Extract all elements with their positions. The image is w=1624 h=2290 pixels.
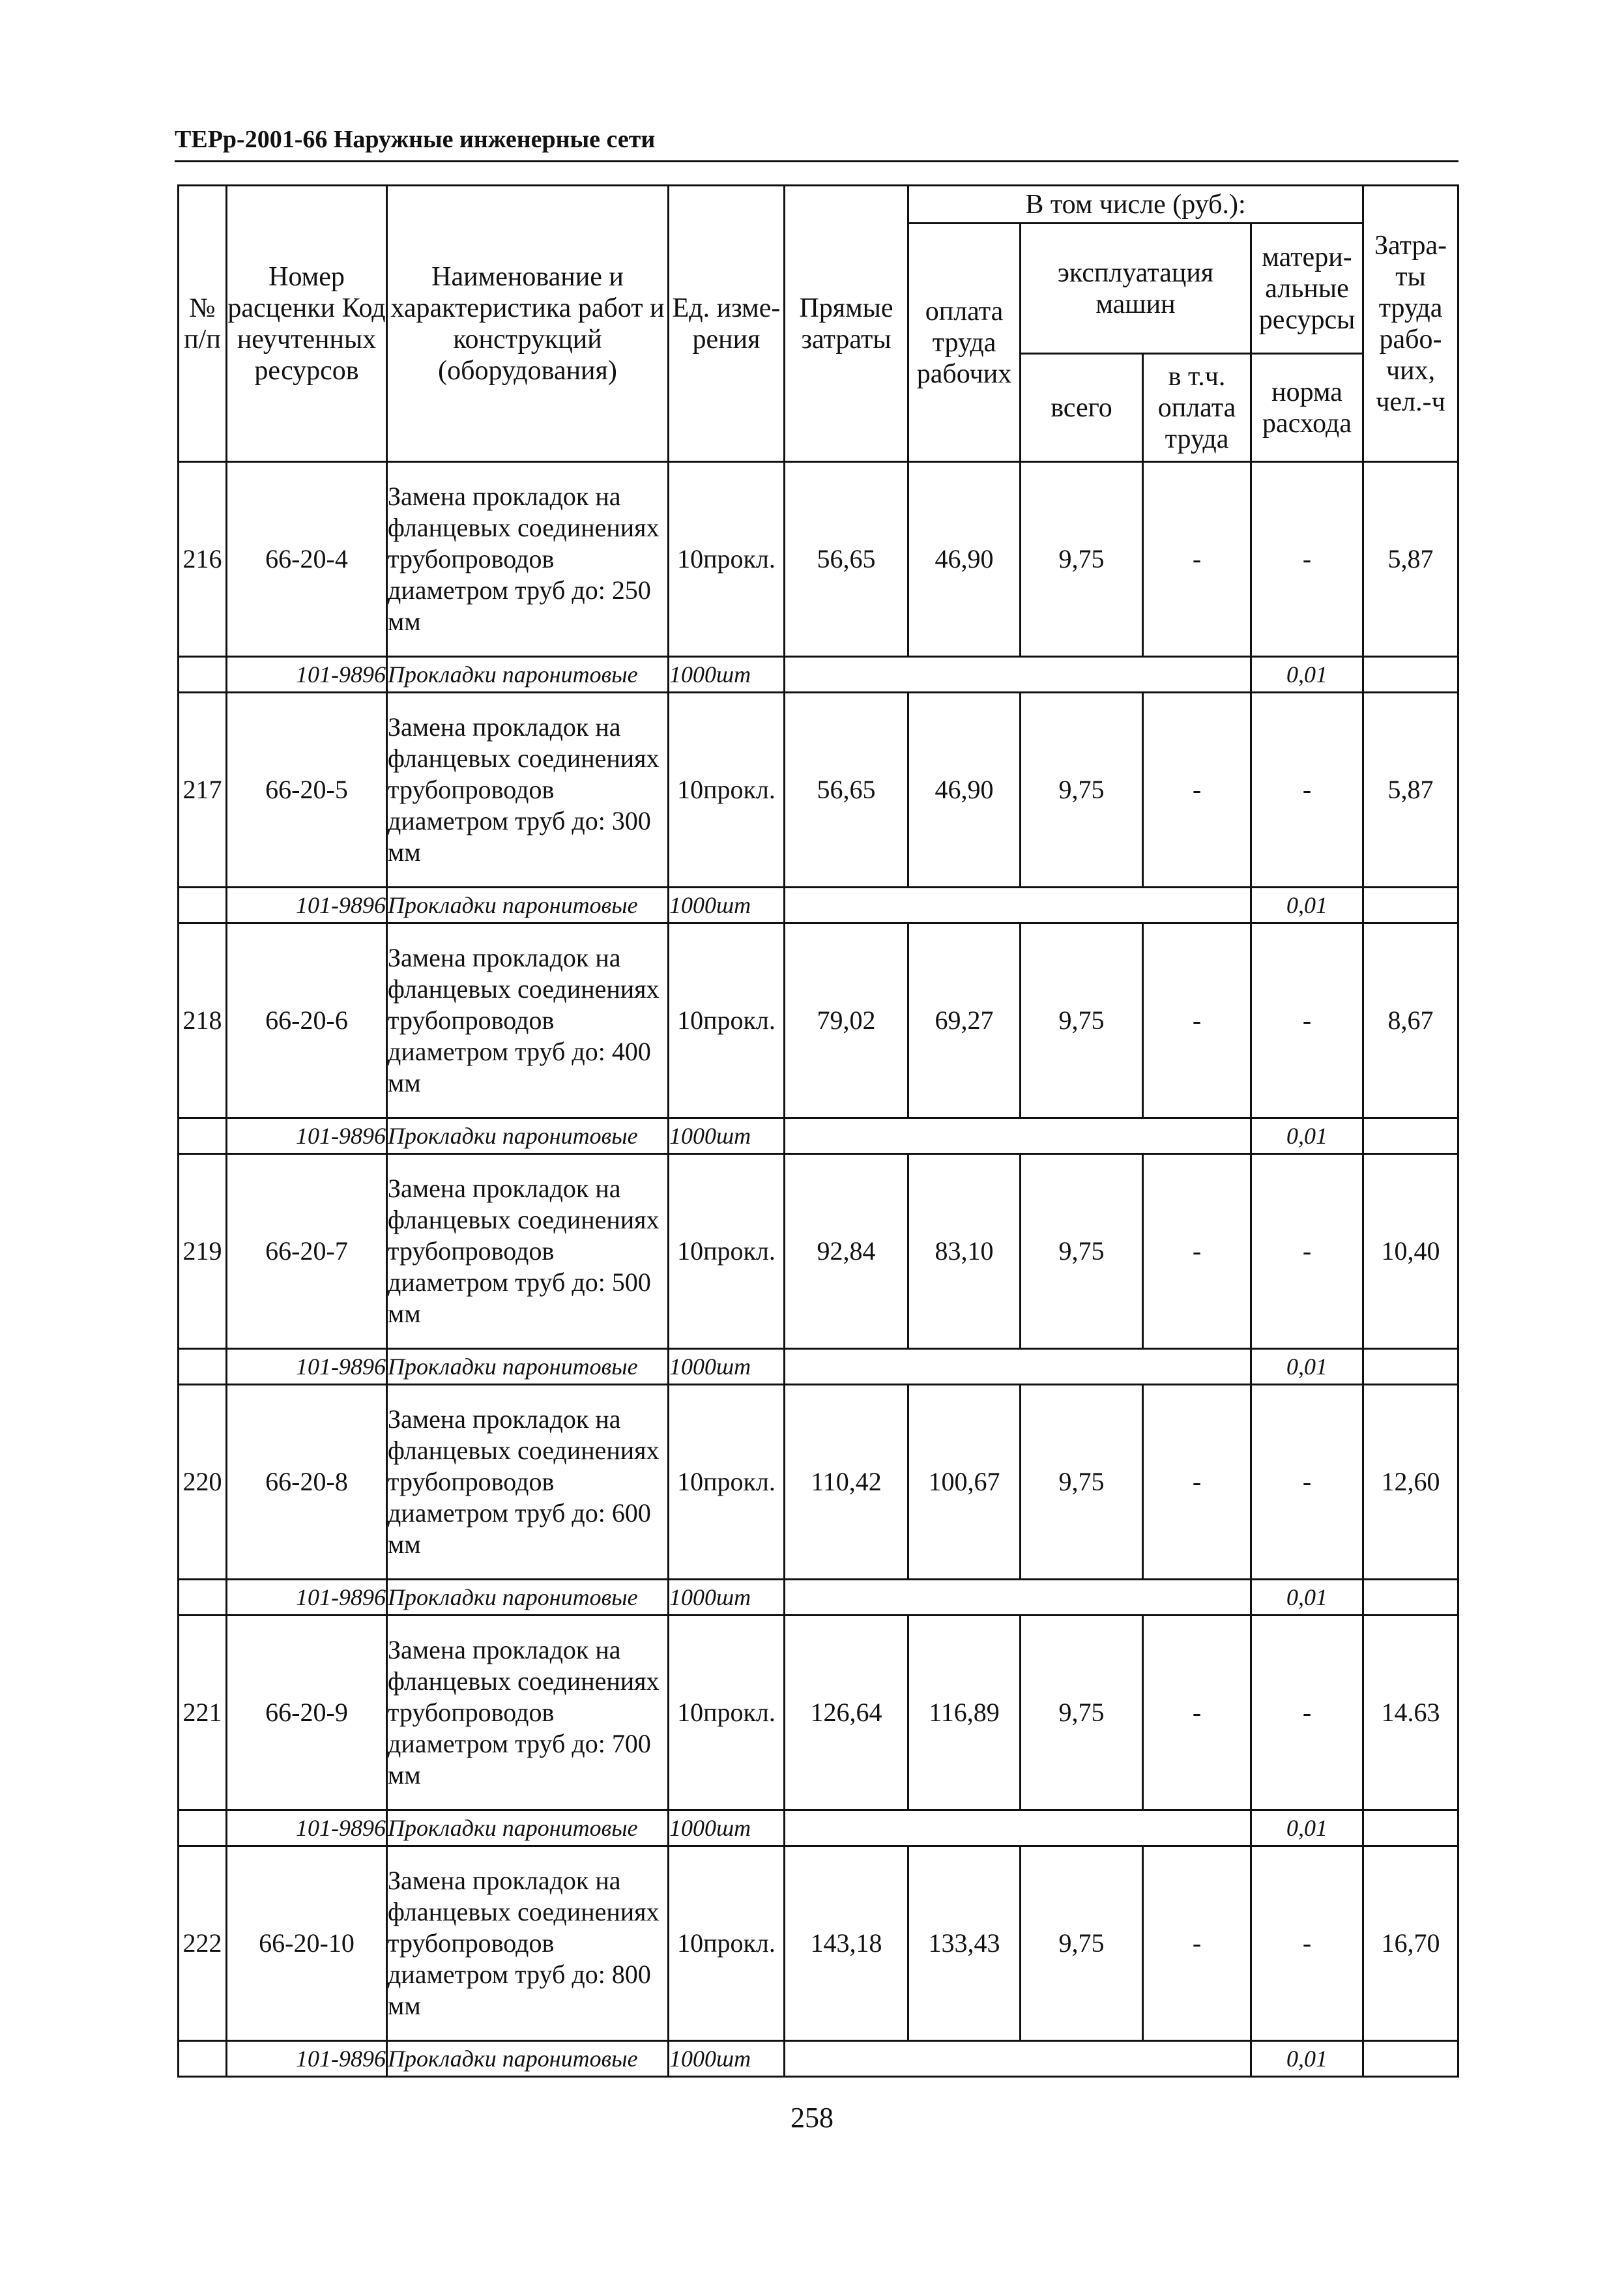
machines-wages: - [1143, 1846, 1251, 2041]
materials: - [1251, 1846, 1363, 2041]
row-num: 217 [179, 693, 227, 888]
labor-costs: 8,67 [1363, 923, 1458, 1118]
labor-costs: 14.63 [1363, 1616, 1458, 1810]
resource-row [179, 1349, 1458, 1385]
machines-wages: - [1143, 462, 1251, 657]
row-num: 222 [179, 1846, 227, 2041]
unit: 10прокл. [669, 462, 785, 657]
labor-costs: 10,40 [1363, 1154, 1458, 1349]
rate-code: 66-20-10 [227, 1846, 387, 2041]
direct-costs: 126,64 [785, 1616, 908, 1810]
resource-labor-empty [1363, 1580, 1458, 1616]
header-name: Наименование и характеристика работ и конструкций (оборудования) [387, 186, 669, 462]
resource-name: Прокладки паронитовые [387, 1349, 669, 1385]
header-machines-total: всего [1021, 354, 1143, 462]
header-num: № п/п [179, 186, 227, 462]
resource-empty [785, 1810, 1251, 1846]
header-including: В том числе (руб.): [908, 186, 1363, 224]
resource-name: Прокладки паронитовые [387, 1810, 669, 1846]
unit: 10прокл. [669, 1154, 785, 1349]
header-machines-wages: в т.ч. оплата труда [1143, 354, 1251, 462]
rate-code: 66-20-7 [227, 1154, 387, 1349]
work-name: Замена прокладок на фланцевых соединениях трубопроводов диаметром труб до: 800 мм [387, 1846, 669, 2041]
resource-name: Прокладки паронитовые [387, 2041, 669, 2077]
labor-costs: 5,87 [1363, 693, 1458, 888]
resource-num-empty [179, 888, 227, 923]
resource-unit: 1000шт [669, 1118, 785, 1154]
resource-row [179, 1810, 1458, 1846]
row-num: 220 [179, 1385, 227, 1580]
machines-wages: - [1143, 1154, 1251, 1349]
materials: - [1251, 462, 1363, 657]
rate-code: 66-20-4 [227, 462, 387, 657]
direct-costs: 56,65 [785, 693, 908, 888]
resource-code: 101-9896 [227, 888, 387, 923]
resource-norm: 0,01 [1251, 1349, 1363, 1385]
table-row [179, 1154, 1458, 1349]
resource-unit: 1000шт [669, 1580, 785, 1616]
work-name: Замена прокладок на фланцевых соединениях трубопроводов диаметром труб до: 600 мм [387, 1385, 669, 1580]
resource-labor-empty [1363, 1349, 1458, 1385]
resource-norm: 0,01 [1251, 657, 1363, 693]
resource-name: Прокладки паронитовые [387, 888, 669, 923]
resource-num-empty [179, 1349, 227, 1385]
work-name: Замена прокладок на фланцевых соединениях трубопроводов диаметром труб до: 400 мм [387, 923, 669, 1118]
resource-labor-empty [1363, 888, 1458, 923]
resource-name: Прокладки паронитовые [387, 657, 669, 693]
header-materials: матери-альные ресурсы [1251, 224, 1363, 354]
resource-num-empty [179, 1810, 227, 1846]
resource-labor-empty [1363, 657, 1458, 693]
machines-wages: - [1143, 693, 1251, 888]
machines-total: 9,75 [1021, 693, 1143, 888]
rate-code: 66-20-6 [227, 923, 387, 1118]
labor-costs: 12,60 [1363, 1385, 1458, 1580]
work-name: Замена прокладок на фланцевых соединениях трубопроводов диаметром труб до: 700 мм [387, 1616, 669, 1810]
work-name: Замена прокладок на фланцевых соединениях трубопроводов диаметром труб до: 300 мм [387, 693, 669, 888]
header-code: Номер расценки Код неучтенных ресурсов [227, 186, 387, 462]
resource-unit: 1000шт [669, 888, 785, 923]
direct-costs: 56,65 [785, 462, 908, 657]
page-number: 258 [790, 2102, 834, 2134]
machines-total: 9,75 [1021, 1846, 1143, 2041]
labor-costs: 16,70 [1363, 1846, 1458, 2041]
header-rule [175, 160, 1458, 162]
wages: 133,43 [908, 1846, 1021, 2041]
unit: 10прокл. [669, 693, 785, 888]
resource-num-empty [179, 1580, 227, 1616]
resource-empty [785, 2041, 1251, 2077]
resource-norm: 0,01 [1251, 1118, 1363, 1154]
machines-total: 9,75 [1021, 923, 1143, 1118]
resource-row [179, 2041, 1458, 2077]
unit: 10прокл. [669, 1846, 785, 2041]
resource-code: 101-9896 [227, 1349, 387, 1385]
resource-code: 101-9896 [227, 1118, 387, 1154]
resource-num-empty [179, 2041, 227, 2077]
machines-wages: - [1143, 1385, 1251, 1580]
resource-empty [785, 1580, 1251, 1616]
wages: 46,90 [908, 462, 1021, 657]
direct-costs: 110,42 [785, 1385, 908, 1580]
header-wages: оплата труда рабочих [908, 224, 1021, 462]
row-num: 219 [179, 1154, 227, 1349]
resource-labor-empty [1363, 1810, 1458, 1846]
rate-code: 66-20-9 [227, 1616, 387, 1810]
resource-row [179, 1580, 1458, 1616]
header-labor: Затра-ты труда рабо-чих, чел.-ч [1363, 186, 1458, 462]
row-num: 216 [179, 462, 227, 657]
resource-unit: 1000шт [669, 657, 785, 693]
resource-labor-empty [1363, 2041, 1458, 2077]
header-norm: норма расхода [1251, 354, 1363, 462]
direct-costs: 79,02 [785, 923, 908, 1118]
materials: - [1251, 693, 1363, 888]
table-row [179, 1616, 1458, 1810]
labor-costs: 5,87 [1363, 462, 1458, 657]
direct-costs: 143,18 [785, 1846, 908, 2041]
row-num: 221 [179, 1616, 227, 1810]
materials: - [1251, 1616, 1363, 1810]
resource-code: 101-9896 [227, 1810, 387, 1846]
resource-code: 101-9896 [227, 1580, 387, 1616]
resource-empty [785, 1349, 1251, 1385]
table-row [179, 1846, 1458, 2041]
resource-norm: 0,01 [1251, 2041, 1363, 2077]
direct-costs: 92,84 [785, 1154, 908, 1349]
resource-name: Прокладки паронитовые [387, 1580, 669, 1616]
wages: 116,89 [908, 1616, 1021, 1810]
machines-wages: - [1143, 1616, 1251, 1810]
header-machines: эксплуатация машин [1021, 224, 1251, 354]
materials: - [1251, 1154, 1363, 1349]
unit: 10прокл. [669, 1616, 785, 1810]
resource-empty [785, 888, 1251, 923]
wages: 46,90 [908, 693, 1021, 888]
resource-unit: 1000шт [669, 2041, 785, 2077]
unit: 10прокл. [669, 923, 785, 1118]
resource-labor-empty [1363, 1118, 1458, 1154]
machines-total: 9,75 [1021, 462, 1143, 657]
machines-total: 9,75 [1021, 1385, 1143, 1580]
machines-total: 9,75 [1021, 1154, 1143, 1349]
wages: 83,10 [908, 1154, 1021, 1349]
resource-norm: 0,01 [1251, 888, 1363, 923]
resource-num-empty [179, 1118, 227, 1154]
machines-wages: - [1143, 923, 1251, 1118]
machines-total: 9,75 [1021, 1616, 1143, 1810]
resource-empty [785, 1118, 1251, 1154]
wages: 100,67 [908, 1385, 1021, 1580]
work-name: Замена прокладок на фланцевых соединениях трубопроводов диаметром труб до: 250 мм [387, 462, 669, 657]
resource-unit: 1000шт [669, 1349, 785, 1385]
table-row [179, 693, 1458, 888]
unit: 10прокл. [669, 1385, 785, 1580]
table-row [179, 923, 1458, 1118]
row-num: 218 [179, 923, 227, 1118]
table-row [179, 462, 1458, 657]
page-header: ТЕРр-2001-66 Наружные инженерные сети [175, 126, 656, 153]
header-unit: Ед. изме-рения [669, 186, 785, 462]
header-direct: Прямые затраты [785, 186, 908, 462]
wages: 69,27 [908, 923, 1021, 1118]
resource-code: 101-9896 [227, 2041, 387, 2077]
resource-row [179, 657, 1458, 693]
materials: - [1251, 1385, 1363, 1580]
resource-code: 101-9896 [227, 657, 387, 693]
resource-norm: 0,01 [1251, 1810, 1363, 1846]
rate-code: 66-20-8 [227, 1385, 387, 1580]
rates-table [177, 184, 1459, 2078]
resource-empty [785, 657, 1251, 693]
resource-name: Прокладки паронитовые [387, 1118, 669, 1154]
resource-row [179, 888, 1458, 923]
table-row [179, 1385, 1458, 1580]
materials: - [1251, 923, 1363, 1118]
resource-num-empty [179, 657, 227, 693]
resource-norm: 0,01 [1251, 1580, 1363, 1616]
rate-code: 66-20-5 [227, 693, 387, 888]
resource-unit: 1000шт [669, 1810, 785, 1846]
work-name: Замена прокладок на фланцевых соединениях трубопроводов диаметром труб до: 500 мм [387, 1154, 669, 1349]
resource-row [179, 1118, 1458, 1154]
